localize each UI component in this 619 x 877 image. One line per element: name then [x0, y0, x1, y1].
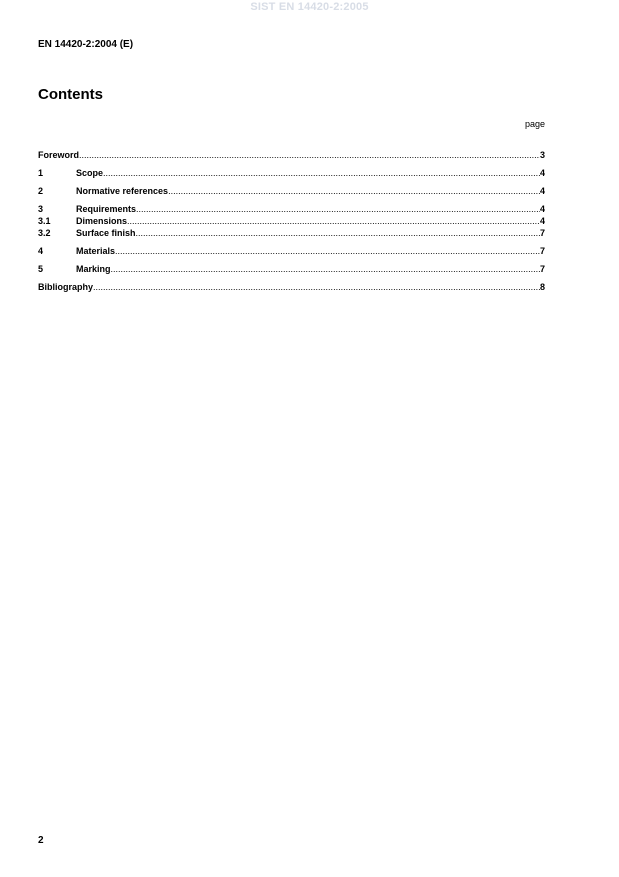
- toc-entry-number: 3.2: [38, 228, 51, 238]
- page-column-label: page: [524, 119, 545, 129]
- toc-dot-leader: [79, 149, 540, 161]
- toc-entry-number: 4: [38, 246, 44, 256]
- toc-entry-page: 4: [539, 186, 545, 196]
- toc-entry-number: 3: [38, 204, 44, 214]
- toc-entry-number: 3.1: [38, 216, 51, 226]
- toc-entry-page: 4: [539, 216, 545, 226]
- toc-dot-leader: [136, 203, 540, 215]
- toc-dot-leader: [127, 215, 540, 227]
- toc-entry-number: 5: [38, 264, 44, 274]
- toc-entry-page: 3: [539, 150, 545, 160]
- toc-entry-foreword[interactable]: [38, 149, 545, 161]
- toc-entry-normative-references[interactable]: [38, 185, 545, 197]
- toc-dot-leader: [115, 245, 540, 257]
- toc-entry-page: 7: [539, 264, 545, 274]
- toc-entry-page: 7: [539, 228, 545, 238]
- toc-entry-title: Dimensions: [76, 216, 128, 226]
- toc-entry-page: 4: [539, 204, 545, 214]
- toc-dot-leader: [111, 263, 540, 275]
- toc-entry-number: 2: [38, 186, 44, 196]
- toc-entry-page: 8: [539, 282, 545, 292]
- page-number: 2: [38, 835, 44, 846]
- watermark-text: SIST EN 14420-2:2005: [250, 1, 369, 13]
- toc-dot-leader: [103, 167, 540, 179]
- toc-entry-title: Surface finish: [76, 228, 136, 238]
- toc-entry-title: Scope: [76, 168, 104, 178]
- toc-entry-surface-finish[interactable]: [38, 227, 545, 239]
- toc-entry-title: Normative references: [76, 186, 169, 196]
- toc-dot-leader: [168, 185, 540, 197]
- toc-entry-page: 7: [539, 246, 545, 256]
- toc-dot-leader: [93, 281, 540, 293]
- toc-entry-title: Requirements: [76, 204, 137, 214]
- toc-dot-leader: [136, 227, 540, 239]
- toc-entry-title: Materials: [76, 246, 116, 256]
- toc-entry-page: 4: [539, 168, 545, 178]
- toc-entry-title: Foreword: [38, 150, 80, 160]
- toc-entry-title: Bibliography: [38, 282, 94, 292]
- document-id: EN 14420-2:2004 (E): [38, 39, 134, 50]
- toc-entry-bibliography[interactable]: [38, 281, 545, 293]
- toc-entry-marking[interactable]: [38, 263, 545, 275]
- toc-entry-number: 1: [38, 168, 44, 178]
- toc-entry-requirements[interactable]: [38, 203, 545, 215]
- toc-entry-title: Marking: [76, 264, 111, 274]
- toc-entry-dimensions[interactable]: [38, 215, 545, 227]
- toc-entry-scope[interactable]: [38, 167, 545, 179]
- contents-heading: Contents: [38, 86, 103, 103]
- toc-entry-materials[interactable]: [38, 245, 545, 257]
